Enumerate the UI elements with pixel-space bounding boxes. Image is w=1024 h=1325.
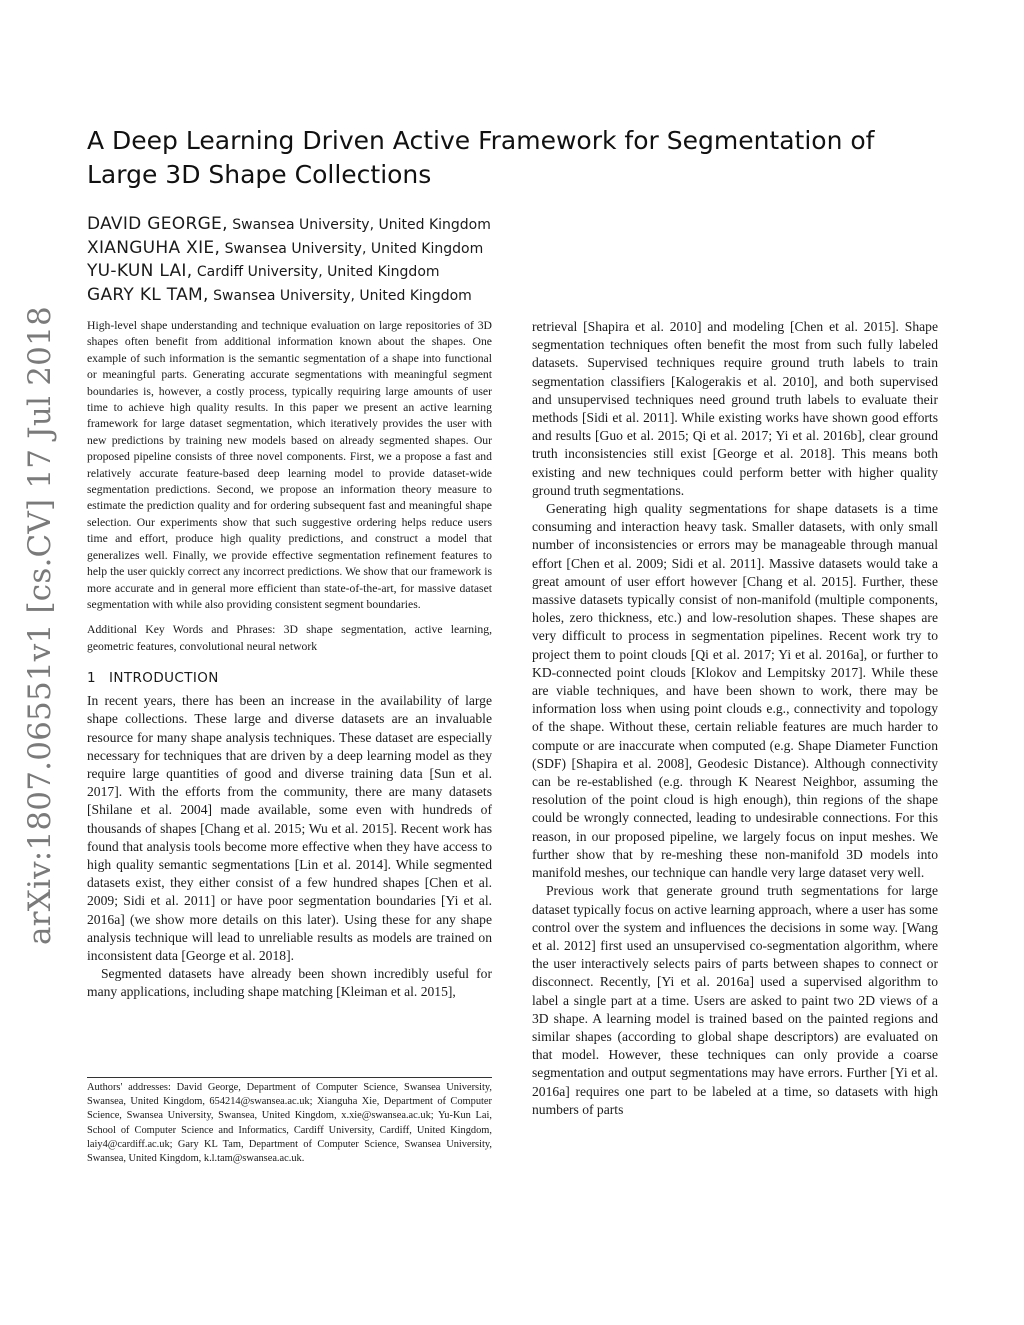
section-number: 1 bbox=[87, 670, 96, 687]
author-name: DAVID GEORGE, bbox=[87, 214, 228, 234]
body-paragraph: retrieval [Shapira et al. 2010] and modeling [Chen et al. 2015]. Shape segmentation techniques often benefit the most from such fully labeled datasets. Supervised techniques require ground truth labels to train segmentation classifiers [Kalogerakis et al. 2010], and both supervised and unsupervised techniques need ground truth labels to evaluate their methods [Sidi et al. 2011]. While existing works have shown good efforts and results [Guo et al. 2015; Qi et al. 2017; Yi et al. 2016b], clear ground truth inconsistencies still exist [George et al. 2018]. This means both existing and new techniques could perform better with higher quality ground truth segmentations. bbox=[532, 319, 938, 498]
body-paragraph: Previous work that generate ground truth segmentations for large dataset typically focus on active learning approach, where a user has some control over the system and influences the decisions in some way. [Wang et al. 2012] first used an unsupervised co-segmentation algorithm, where the user interactively selects pairs of parts between shapes to connect or disconnect. Recently, [Yi et al. 2016a] used a supervised algorithm to label a single part at a time. Users are asked to paint two 2D views of a 3D shape. A learning model is trained based on the painted regions and similar shapes (according to global shape descriptors) are evaluated on that model. However, these techniques can only provide a coarse segmentation and output segmentations may have errors. Further [Yi et al. 2016a] requires one part to be labeled at a time, so datasets with high numbers of parts bbox=[532, 883, 938, 1117]
section-title: INTRODUCTION bbox=[109, 670, 219, 687]
section-heading bbox=[87, 670, 492, 686]
body-paragraph: In recent years, there has been an increase in the availability of large shape collections. These large and diverse datasets are an invaluable resource for many shape analysis techniques. These dataset are especially necessary for techniques that are driven by a deep learning model as they require large quantities of good and diverse training data [Sun et al. 2017]. With the efforts from the community, there are many datasets [Shilane et al. 2004] made available, some even with hundreds of thousands of shapes [Chang et al. 2015; Wu et al. 2015]. Recent work has found that analysis tools become more effective when they have access to high quality semantic segmentations [Lin et al. 2014]. While segmented datasets exist, they either consist of a few hundred shapes [Chen et al. 2009; Sidi et al. 2011] or have poor segmentation boundaries [Yi et al. 2016a] (we show more details on this later). Using these for any shape analysis technique will lead to unreliable results as models are trained on inconsistent data [George et al. 2018]. bbox=[87, 693, 492, 963]
author-list bbox=[87, 214, 517, 308]
arxiv-side-label: arXiv:1807.06551v1 [cs.CV] 17 Jul 2018 bbox=[22, 306, 58, 945]
paper-title: A Deep Learning Driven Active Framework for Segmentation of Large 3D Shape Collections bbox=[87, 126, 875, 189]
author-name: YU-KUN LAI, bbox=[87, 261, 193, 281]
left-column bbox=[87, 318, 492, 1002]
body-paragraph: Generating high quality segmentations for shape datasets is a time consuming and interaction heavy task. Smaller datasets, with only small number of inconsistencies or errors may be manageable through manual effort [Chen et al. 2009; Sidi et al. 2011]. Massive datasets would take a great amount of user effort however [Chang et al. 2015]. Further, these massive datasets typically consist of non-manifold (multiple components, holes, zero thickness, etc.) and low-resolution shapes. These shapes are very difficult to process in segmentation pipelines. Recent work try to project them to point clouds [Qi et al. 2017; Yi et al. 2016a], or further to KD-connected point clouds [Klokov and Lempitsky 2017]. While these are viable techniques, and have been shown to work, there may be information loss when using point clouds e.g., connectivity and topology of the shape. Without these, certain reliable features are much harder to compute or are inaccurate when computed (e.g. Shape Diameter Function (SDF) [Shapira et al. 2008], Geodesic Distance). Although connectivity can be re-established (e.g. through K Nearest Neighbor, assuming the resolution of the point cloud is high enough), thin regions of the shape could be wrongly connected, leading to undesirable connections. For this reason, in our proposed pipeline, we largely focus on input meshes. We further show that by re-meshing these non-manifold 3D models into manifold meshes, our technique can handle very large dataset very well. bbox=[532, 501, 938, 881]
author-name: GARY KL TAM, bbox=[87, 284, 209, 305]
author-affiliation: Cardiff University, United Kingdom bbox=[192, 264, 440, 280]
author-affiliation: Swansea University, United Kingdom bbox=[208, 287, 472, 304]
right-column bbox=[532, 318, 938, 1119]
abstract: High-level shape understanding and technique evaluation on large repositories of 3D shapes often benefit from additional information known about the shapes. One example of such information is the semantic segmentation of a shape into functional or meaningful parts. Generating accurate segmentations with meaningful segment boundaries is, however, a costly process, typically requiring large amounts of user time to achieve high quality results. In this paper we present an active learning framework for large dataset segmentation, which iteratively provides the user with new predictions by training new models based on already segmented shapes. Our proposed pipeline consists of three novel components. First, we a propose a fast and relatively accurate feature-based deep learning model to provide dataset-wide segmentation predictions. Second, we propose an information theory measure to estimate the prediction quality and for ordering subsequent fast and meaningful shape selection. Our experiments show that such suggestive ordering helps reduce users time and effort, produce high quality predictions, and construct a model that generalizes well. Finally, we provide effective segmentation refinement features to help the user quickly correct any incorrect predictions. We show that our framework is more accurate and in general more efficient than state-of-the-art, for massive dataset segmentation with while also providing consistent segment boundaries. bbox=[87, 319, 492, 611]
author-affiliation: Swansea University, United Kingdom bbox=[220, 240, 484, 257]
author-line bbox=[87, 214, 517, 238]
body-paragraph: Segmented datasets have already been shown incredibly useful for many applications, including shape matching [Kleiman et al. 2015], bbox=[87, 966, 492, 1000]
author-line bbox=[87, 261, 517, 285]
author-address-footnote: Authors' addresses: David George, Department of Computer Science, Swansea University, Swansea, United Kingdom, 654214@swansea.ac.uk; Xianguha Xie, Department of Computer Science, Swansea University, Swansea, United Kingdom, x.xie@swansea.ac.uk; Yu-Kun Lai, School of Computer Science and Informatics, Cardiff University, Cardiff, United Kingdom, laiy4@cardiff.ac.uk; Gary KL Tam, Department of Computer Science, Swansea University, Swansea, United Kingdom, k.l.tam@swansea.ac.uk. bbox=[87, 1077, 492, 1166]
author-affiliation: Swansea University, United Kingdom bbox=[227, 217, 491, 233]
author-name: XIANGUHA XIE, bbox=[87, 237, 221, 258]
author-line bbox=[87, 285, 517, 309]
keywords: Additional Key Words and Phrases: 3D shape segmentation, active learning, geometric features, convolutional neural network bbox=[87, 623, 492, 653]
author-line bbox=[87, 238, 517, 262]
